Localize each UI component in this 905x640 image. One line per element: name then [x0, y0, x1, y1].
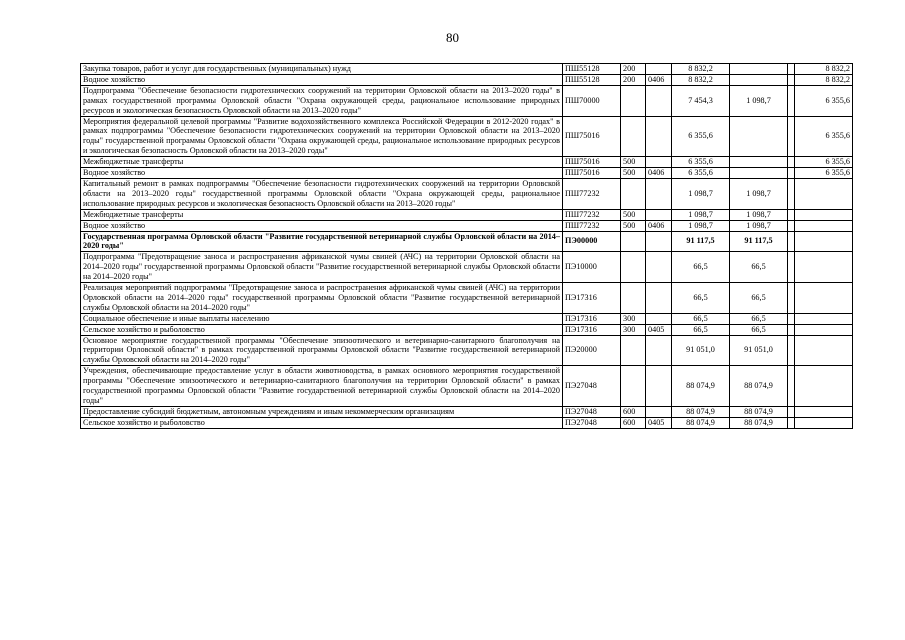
table-row — [81, 313, 853, 324]
row-spacer — [788, 283, 795, 314]
row-amount-1 — [730, 64, 788, 75]
row-amount-1 — [730, 157, 788, 168]
row-amount-2 — [795, 252, 853, 283]
row-total: 6 355,6 — [672, 116, 730, 157]
row-spacer — [788, 406, 795, 417]
budget-table — [80, 63, 853, 429]
row-expense-type: 500 — [621, 220, 646, 231]
row-amount-1: 66,5 — [730, 324, 788, 335]
row-total: 66,5 — [672, 324, 730, 335]
row-spacer — [788, 366, 795, 407]
table-row — [81, 335, 853, 366]
row-section-code — [646, 283, 672, 314]
row-total: 91 051,0 — [672, 335, 730, 366]
row-target-code: ПШ55128 — [563, 74, 621, 85]
row-amount-1: 1 098,7 — [730, 209, 788, 220]
row-spacer — [788, 335, 795, 366]
row-spacer — [788, 116, 795, 157]
row-amount-2 — [795, 417, 853, 428]
row-target-code: ПШ77232 — [563, 220, 621, 231]
table-row — [81, 283, 853, 314]
row-amount-1: 1 098,7 — [730, 85, 788, 116]
table-row — [81, 74, 853, 85]
table-row — [81, 168, 853, 179]
row-amount-1: 88 074,9 — [730, 417, 788, 428]
row-name: Подпрограмма "Обеспечение безопасности гидротехнических сооружений на территории Орловской области на 2013–2020 годы" в рамках государственной программы Орловской области "Охрана окружающей среды, рациональное использование природных ресурсов и экологическая безопасность Орловской области на 2013–2020 годы" — [81, 85, 563, 116]
row-name: Реализация мероприятий подпрограммы "Предотвращение заноса и распространения африканской чумы свиней (АЧС) на территории Орловской области на 2014–2020 годы" государственной программы Орловской области "Развитие государственной ветеринарной службы Орловской области на 2014–2020 годы" — [81, 283, 563, 314]
row-target-code: ПЭ27048 — [563, 417, 621, 428]
row-total: 7 454,3 — [672, 85, 730, 116]
row-expense-type — [621, 252, 646, 283]
row-total: 66,5 — [672, 252, 730, 283]
row-expense-type: 200 — [621, 74, 646, 85]
row-amount-1: 66,5 — [730, 252, 788, 283]
row-amount-2: 6 355,6 — [795, 168, 853, 179]
row-expense-type — [621, 116, 646, 157]
row-section-code — [646, 209, 672, 220]
row-section-code — [646, 313, 672, 324]
row-name: Капитальный ремонт в рамках подпрограммы "Обеспечение безопасности гидротехнических сооружений на территории Орловской области на 2013–2020 годы" государственной программы Орловской области "Охрана окружающей среды, рациональное использование природных ресурсов и экологическая безопасность Орловской области на 2013–2020 годы" — [81, 178, 563, 209]
table-row — [81, 85, 853, 116]
row-expense-type — [621, 366, 646, 407]
row-expense-type: 500 — [621, 168, 646, 179]
row-target-code: ПШ77232 — [563, 178, 621, 209]
row-total: 1 098,7 — [672, 178, 730, 209]
row-amount-2: 6 355,6 — [795, 157, 853, 168]
row-amount-2 — [795, 178, 853, 209]
table-row — [81, 417, 853, 428]
row-total: 8 832,2 — [672, 64, 730, 75]
row-section-code — [646, 231, 672, 252]
row-spacer — [788, 157, 795, 168]
row-section-code: 0406 — [646, 220, 672, 231]
row-expense-type — [621, 178, 646, 209]
row-target-code: ПШ55128 — [563, 64, 621, 75]
row-total: 1 098,7 — [672, 220, 730, 231]
row-name: Социальное обеспечение и иные выплаты населению — [81, 313, 563, 324]
row-amount-2 — [795, 324, 853, 335]
row-amount-2 — [795, 335, 853, 366]
row-total: 6 355,6 — [672, 157, 730, 168]
row-expense-type: 300 — [621, 324, 646, 335]
row-amount-1: 88 074,9 — [730, 366, 788, 407]
row-amount-2 — [795, 313, 853, 324]
row-section-code — [646, 116, 672, 157]
row-spacer — [788, 231, 795, 252]
row-amount-2 — [795, 220, 853, 231]
row-name: Водное хозяйство — [81, 220, 563, 231]
row-expense-type: 500 — [621, 157, 646, 168]
row-name: Межбюджетные трансферты — [81, 209, 563, 220]
row-target-code: ПШ75016 — [563, 168, 621, 179]
row-amount-2: 6 355,6 — [795, 116, 853, 157]
row-spacer — [788, 85, 795, 116]
row-section-code: 0405 — [646, 417, 672, 428]
row-spacer — [788, 252, 795, 283]
table-row — [81, 252, 853, 283]
row-name: Подпрограмма "Предотвращение заноса и распространения африканской чумы свиней (АЧС) на территории Орловской области на 2014–2020 годы" государственной программы Орловской области "Развитие государственной ветеринарной службы Орловской области на 2014–2020 годы" — [81, 252, 563, 283]
row-section-code — [646, 252, 672, 283]
row-total: 66,5 — [672, 313, 730, 324]
row-target-code: ПШ77232 — [563, 209, 621, 220]
row-name: Закупка товаров, работ и услуг для государственных (муниципальных) нужд — [81, 64, 563, 75]
table-row — [81, 324, 853, 335]
row-section-code — [646, 335, 672, 366]
row-target-code: ПЭ17316 — [563, 313, 621, 324]
page-number: 80 — [446, 30, 459, 45]
table-row — [81, 231, 853, 252]
row-section-code — [646, 178, 672, 209]
row-expense-type — [621, 283, 646, 314]
row-total: 6 355,6 — [672, 168, 730, 179]
row-total: 91 117,5 — [672, 231, 730, 252]
row-section-code: 0405 — [646, 324, 672, 335]
row-target-code: ПЭ20000 — [563, 335, 621, 366]
row-section-code — [646, 406, 672, 417]
row-target-code: ПЭ27048 — [563, 366, 621, 407]
row-expense-type: 500 — [621, 209, 646, 220]
row-spacer — [788, 168, 795, 179]
row-amount-2 — [795, 366, 853, 407]
row-name: Водное хозяйство — [81, 74, 563, 85]
row-amount-2 — [795, 209, 853, 220]
table-row — [81, 220, 853, 231]
row-name: Межбюджетные трансферты — [81, 157, 563, 168]
table-row — [81, 366, 853, 407]
row-name: Государственная программа Орловской области "Развитие государственной ветеринарной службы Орловской области на 2014–2020 годы" — [81, 231, 563, 252]
row-amount-1: 66,5 — [730, 313, 788, 324]
row-amount-1 — [730, 116, 788, 157]
row-total: 88 074,9 — [672, 417, 730, 428]
row-amount-2 — [795, 406, 853, 417]
row-target-code: ПЭ17316 — [563, 283, 621, 314]
row-target-code: ПЭ17316 — [563, 324, 621, 335]
row-target-code: ПЭ27048 — [563, 406, 621, 417]
table-row — [81, 178, 853, 209]
row-spacer — [788, 313, 795, 324]
table-body — [81, 64, 853, 429]
row-amount-1 — [730, 168, 788, 179]
row-expense-type: 600 — [621, 406, 646, 417]
row-expense-type: 600 — [621, 417, 646, 428]
row-amount-1: 91 117,5 — [730, 231, 788, 252]
row-section-code — [646, 157, 672, 168]
row-section-code — [646, 366, 672, 407]
row-target-code: ПШ75016 — [563, 157, 621, 168]
row-name: Предоставление субсидий бюджетным, автономным учреждениям и иным некоммерческим организациям — [81, 406, 563, 417]
row-section-code: 0406 — [646, 74, 672, 85]
row-name: Учреждения, обеспечивающие предоставление услуг в области животноводства, в рамках основного мероприятия государственной программы "Обеспечение эпизоотического и ветеринарно-санитарного благополучия на территории Орловской области" в рамках государственной программы Орловской области "Развитие государственной ветеринарной службы Орловской области на 2014–2020 годы" — [81, 366, 563, 407]
row-amount-1: 91 051,0 — [730, 335, 788, 366]
row-amount-1: 66,5 — [730, 283, 788, 314]
row-target-code: ПШ75016 — [563, 116, 621, 157]
row-section-code: 0406 — [646, 168, 672, 179]
row-name: Основное мероприятие государственной программы "Обеспечение эпизоотического и ветеринарно-санитарного благополучия на территории Орловской области" в рамках государственной программы Орловской области "Развитие государственной ветеринарной службы Орловской области на 2014–2020 годы" — [81, 335, 563, 366]
row-spacer — [788, 74, 795, 85]
row-amount-1 — [730, 74, 788, 85]
row-total: 88 074,9 — [672, 406, 730, 417]
row-total: 8 832,2 — [672, 74, 730, 85]
row-target-code: ПЭ00000 — [563, 231, 621, 252]
row-name: Сельское хозяйство и рыболовство — [81, 324, 563, 335]
row-section-code — [646, 85, 672, 116]
row-total: 88 074,9 — [672, 366, 730, 407]
row-amount-1: 88 074,9 — [730, 406, 788, 417]
row-amount-2: 8 832,2 — [795, 64, 853, 75]
row-expense-type — [621, 335, 646, 366]
row-section-code — [646, 64, 672, 75]
row-amount-2 — [795, 231, 853, 252]
table-row — [81, 64, 853, 75]
row-name: Мероприятия федеральной целевой программы "Развитие водохозяйственного комплекса Российской Федерации в 2012-2020 годах" в рамках подпрограммы "Обеспечение безопасности гидротехнических сооружений на территории Орловской области на 2013–2020 годы" государственной программы Орловской области "Охрана окружающей среды, рациональное использование природных ресурсов и экологическая безопасность Орловской области на 2013–2020 годы" — [81, 116, 563, 157]
row-amount-1: 1 098,7 — [730, 178, 788, 209]
table-row — [81, 157, 853, 168]
row-target-code: ПШ70000 — [563, 85, 621, 116]
row-spacer — [788, 324, 795, 335]
row-spacer — [788, 178, 795, 209]
row-expense-type — [621, 231, 646, 252]
table-row — [81, 209, 853, 220]
table-row — [81, 406, 853, 417]
row-spacer — [788, 209, 795, 220]
row-spacer — [788, 220, 795, 231]
row-total: 1 098,7 — [672, 209, 730, 220]
table-row — [81, 116, 853, 157]
row-amount-1: 1 098,7 — [730, 220, 788, 231]
row-amount-2: 8 832,2 — [795, 74, 853, 85]
row-spacer — [788, 64, 795, 75]
row-amount-2 — [795, 283, 853, 314]
row-expense-type — [621, 85, 646, 116]
row-expense-type: 300 — [621, 313, 646, 324]
row-name: Водное хозяйство — [81, 168, 563, 179]
row-amount-2: 6 355,6 — [795, 85, 853, 116]
row-total: 66,5 — [672, 283, 730, 314]
row-target-code: ПЭ10000 — [563, 252, 621, 283]
row-name: Сельское хозяйство и рыболовство — [81, 417, 563, 428]
row-spacer — [788, 417, 795, 428]
row-expense-type: 200 — [621, 64, 646, 75]
